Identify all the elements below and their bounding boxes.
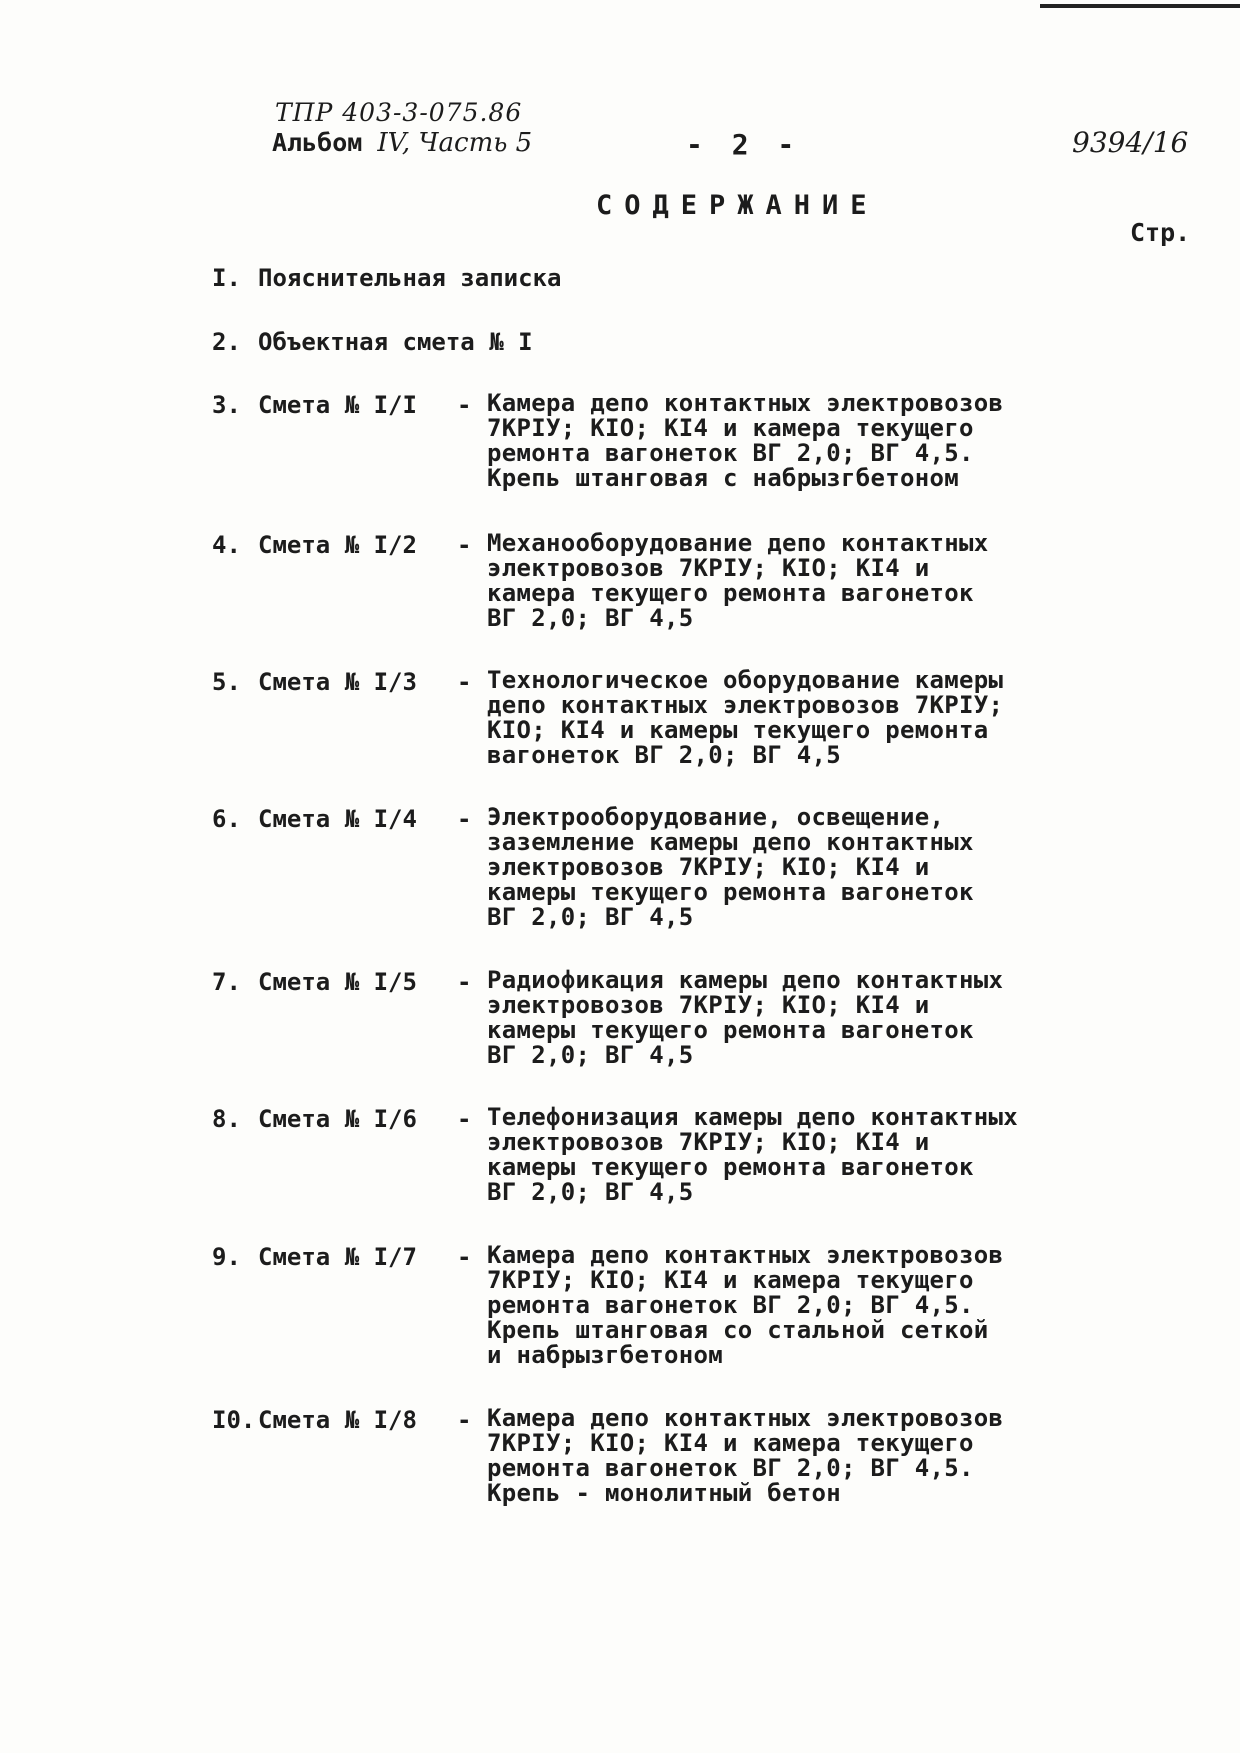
estimate-label: Смета № I/I (258, 391, 417, 419)
entry-dash: - (457, 391, 472, 419)
entry-number: I. (212, 264, 241, 292)
entry-dash: - (457, 531, 472, 559)
entry-dash: - (457, 805, 472, 833)
entry-number: 4. (212, 531, 241, 559)
top-edge-line (1040, 4, 1240, 8)
album-label (272, 128, 532, 158)
entry-description: Механооборудование депо контактных электровозов 7КРIУ; КIО; КI4 и камера текущего ремонта вагонеток ВГ 2,0; ВГ 4,5 (487, 529, 989, 632)
entry-dash: - (457, 1243, 472, 1271)
entry-number: I0. (212, 1406, 256, 1434)
entry-number: 5. (212, 668, 241, 696)
estimate-label: Смета № I/7 (258, 1243, 417, 1271)
entry-description: Радиофикация камеры депо контактных электровозов 7КРIУ; КIО; КI4 и камеры текущего ремонта вагонеток ВГ 2,0; ВГ 4,5 (487, 966, 1004, 1069)
entry-description: Камера депо контактных электровозов 7КРIУ; КIО; КI4 и камера текущего ремонта вагонеток ВГ 2,0; ВГ 4,5. Крепь штанговая с набрызгбетоном (487, 389, 1004, 492)
entry-description: Камера депо контактных электровозов 7КРIУ; КIО; КI4 и камера текущего ремонта вагонеток ВГ 2,0; ВГ 4,5. Крепь - монолитный бетон (487, 1404, 1004, 1507)
entry-number: 6. (212, 805, 241, 833)
entry-description: Технологическое оборудование камеры депо контактных электровозов 7КРIУ; КIО; КI4 и камеры текущего ремонта вагонеток ВГ 2,0; ВГ 4,5 (487, 666, 1004, 769)
page-title: СОДЕРЖАНИЕ (596, 190, 879, 221)
entry-title: Объектная смета № I (258, 328, 533, 356)
entry-dash: - (457, 668, 472, 696)
entry-title: Пояснительная записка (258, 264, 562, 292)
album-word: Альбом (272, 128, 363, 157)
entry-description: Электрооборудование, освещение, заземление камеры депо контактных электровозов 7КРIУ; КIО; КI4 и камеры текущего ремонта вагонеток ВГ 2,0; ВГ 4,5 (487, 803, 974, 931)
page-column-header: Стр. (1130, 218, 1191, 247)
document-code: ТПР 403-3-075.86 (275, 98, 523, 127)
entry-number: 9. (212, 1243, 241, 1271)
entry-dash: - (457, 1105, 472, 1133)
entry-number: 8. (212, 1105, 241, 1133)
estimate-label: Смета № I/5 (258, 968, 417, 996)
entry-number: 2. (212, 328, 241, 356)
album-handwritten-part: IV, Часть 5 (377, 128, 533, 158)
entry-number: 7. (212, 968, 241, 996)
inventory-number: 9394/16 (1072, 126, 1189, 159)
entry-dash: - (457, 1406, 472, 1434)
entry-description: Камера депо контактных электровозов 7КРIУ; КIО; КI4 и камера текущего ремонта вагонеток ВГ 2,0; ВГ 4,5. Крепь штанговая со стальной сеткой и набрызгбетоном (487, 1241, 1004, 1369)
page-number: - 2 - (686, 128, 801, 161)
estimate-label: Смета № I/6 (258, 1105, 417, 1133)
entry-number: 3. (212, 391, 241, 419)
estimate-label: Смета № I/8 (258, 1406, 417, 1434)
entry-description: Телефонизация камеры депо контактных электровозов 7КРIУ; КIО; КI4 и камеры текущего ремонта вагонеток ВГ 2,0; ВГ 4,5 (487, 1103, 1018, 1206)
estimate-label: Смета № I/4 (258, 805, 417, 833)
entry-dash: - (457, 968, 472, 996)
estimate-label: Смета № I/2 (258, 531, 417, 559)
estimate-label: Смета № I/3 (258, 668, 417, 696)
